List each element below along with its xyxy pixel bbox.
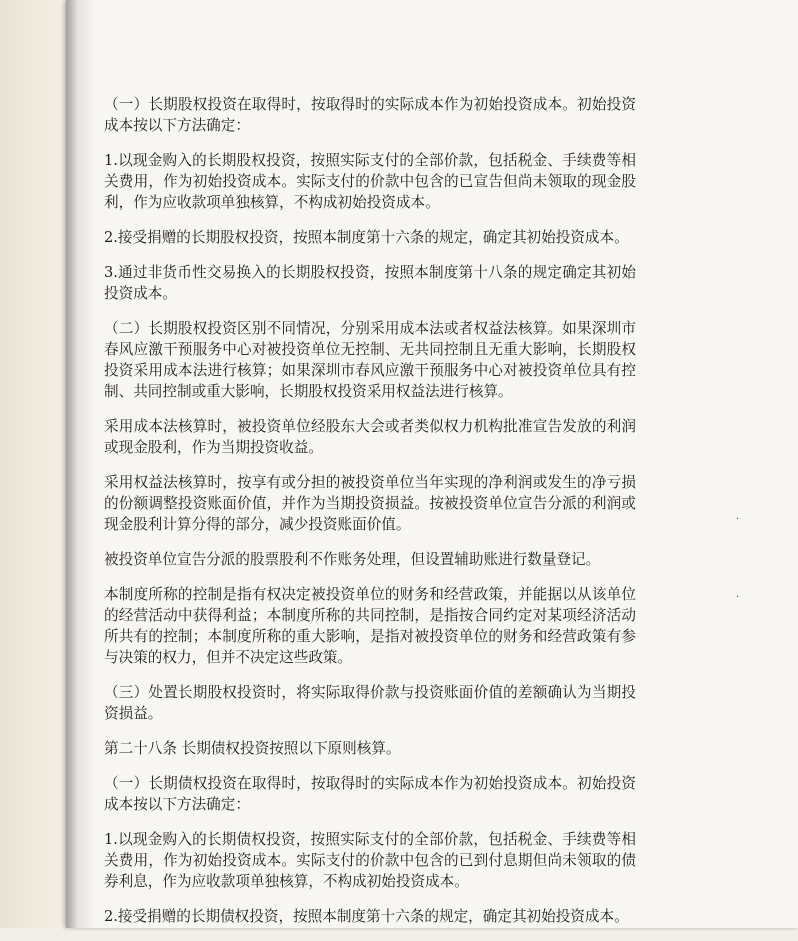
paragraph-6: 采用成本法核算时，被投资单位经股东大会或者类似权力机构批准宣告发放的利润或现金股利，作为当期投资收益。 [104, 418, 636, 456]
paragraph-4: 3.通过非货币性交易换入的长期股权投资，按照本制度第十八条的规定确定其初始投资成本。 [104, 264, 636, 302]
paragraph-10: （三）处置长期股权投资时，将实际取得价款与投资账面价值的差额确认为当期投资损益。 [104, 684, 636, 722]
paragraph-14: 2.接受捐赠的长期债权投资，按照本制度第十六条的规定，确定其初始投资成本。 [104, 908, 629, 925]
paragraph-7: 采用权益法核算时，按享有或分担的被投资单位当年实现的净利润或发生的净亏损的份额调整投资账面价值，并作为当期投资损益。按被投资单位宣告分派的利润或现金股利计算分得的部分，减少投资账面价值。 [104, 474, 636, 533]
paragraph-8: 被投资单位宣告分派的股票股利不作账务处理，但设置辅助账进行数量登记。 [104, 551, 601, 568]
scan-speck: · [736, 592, 740, 603]
paragraph-11: 第二十八条 长期债权投资按照以下原则核算。 [104, 740, 401, 757]
document-body [104, 94, 636, 941]
paragraph-12: （一）长期债权投资在取得时，按取得时的实际成本作为初始投资成本。初始投资成本按以下方法确定： [104, 775, 636, 813]
left-background-strip [0, 0, 66, 928]
paragraph-2: 1.以现金购入的长期股权投资，按照实际支付的全部价款，包括税金、手续费等相关费用，作为初始投资成本。实际支付的价款中包含的已宣告但尚未领取的现金股利，作为应收款项单独核算，不构成初始投资成本。 [104, 152, 636, 211]
paragraph-13: 1.以现金购入的长期债权投资，按照实际支付的全部价款，包括税金、手续费等相关费用，作为初始投资成本。实际支付的价款中包含的已到付息期但尚未领取的债券利息，作为应收款项单独核算，不构成初始投资成本。 [104, 831, 636, 890]
paragraph-1: （一）长期股权投资在取得时，按取得时的实际成本作为初始投资成本。初始投资成本按以下方法确定： [104, 96, 636, 134]
paragraph-3: 2.接受捐赠的长期股权投资，按照本制度第十六条的规定，确定其初始投资成本。 [104, 229, 629, 246]
paragraph-5: （二）长期股权投资区别不同情况，分别采用成本法或者权益法核算。如果深圳市春风应激干预服务中心对被投资单位无控制、无共同控制且无重大影响，长期股权投资采用成本法进行核算；如果深圳市春风应激干预服务中心对被投资单位具有控制、共同控制或重大影响，长期股权投资采用权益法进行核算。 [104, 320, 636, 400]
scan-speck: · [736, 514, 740, 525]
paragraph-9: 本制度所称的控制是指有权决定被投资单位的财务和经营政策，并能据以从该单位的经营活动中获得利益；本制度所称的共同控制，是指按合同约定对某项经济活动所共有的控制；本制度所称的重大影响，是指对被投资单位的财务和经营政策有参与决策的权力，但并不决定这些政策。 [104, 586, 636, 666]
